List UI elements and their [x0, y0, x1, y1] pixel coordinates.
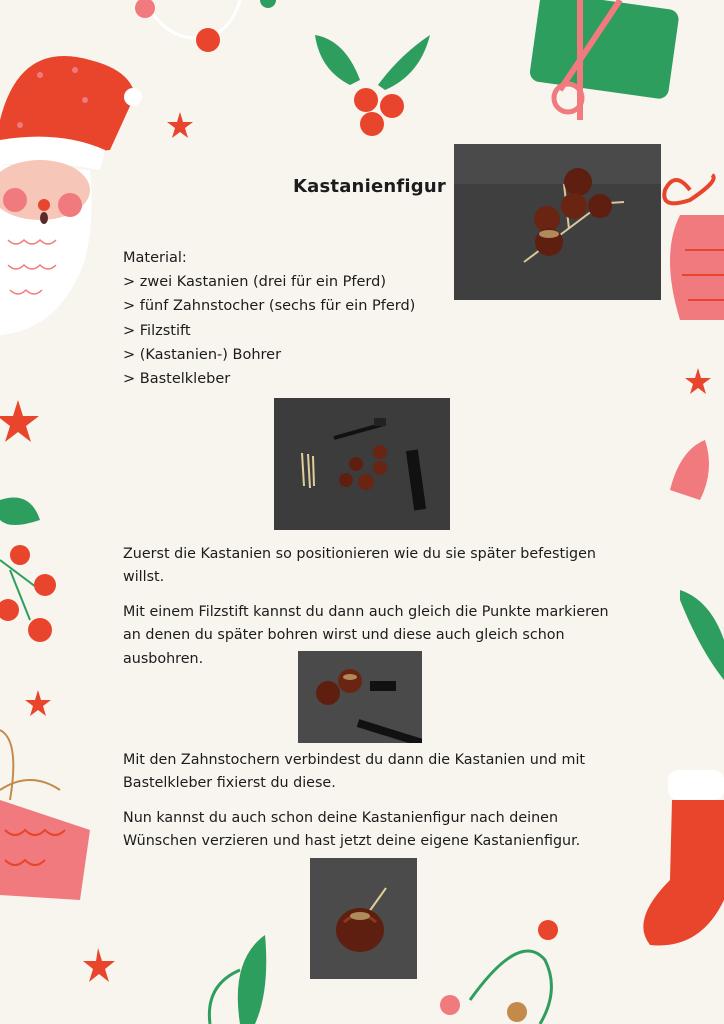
branch-icon: [680, 590, 724, 680]
holly-icon: [315, 35, 430, 136]
finished-figure-photo: [454, 144, 661, 300]
list-item: > Filzstift: [123, 322, 191, 339]
step-text: Zuerst die Kastanien so positionieren wie du sie später befestigen willst.: [123, 546, 596, 586]
ornament-icon: [664, 175, 724, 320]
berry-garland-icon: [135, 0, 276, 52]
page-title: Kastanienfigur: [293, 176, 446, 197]
drilling-photo: [298, 651, 422, 743]
gift-icon: [529, 0, 680, 120]
stocking-icon: [643, 770, 724, 945]
leaf-icon: [670, 440, 709, 500]
berries-icon: [0, 498, 56, 643]
step-text: Nun kannst du auch schon deine Kastanienfigur nach deinen Wünschen verzieren und hast jetzt deine eigene Kastanienfigur.: [123, 810, 581, 850]
step-text: Mit den Zahnstochern verbindest du dann die Kastanien und mit Bastelkleber fixierst du diese.: [123, 752, 586, 792]
list-item: > (Kastanien-) Bohrer: [123, 346, 282, 363]
santa-icon: [0, 56, 142, 335]
materials-photo: [274, 398, 450, 530]
gift-box-icon: [0, 730, 90, 900]
list-item: > fünf Zahnstocher (sechs für ein Pferd): [123, 298, 416, 315]
step-text: Mit einem Filzstift kannst du dann auch gleich die Punkte markieren an denen du später bohren wirst und diese auch gleich schon ausbohren.: [123, 604, 609, 667]
chestnut-photo: [310, 858, 417, 979]
list-item: > Bastelkleber: [123, 371, 231, 388]
materials-list: [123, 246, 415, 391]
list-item: > zwei Kastanien (drei für ein Pferd): [123, 274, 387, 291]
materials-heading: Material:: [123, 250, 187, 266]
